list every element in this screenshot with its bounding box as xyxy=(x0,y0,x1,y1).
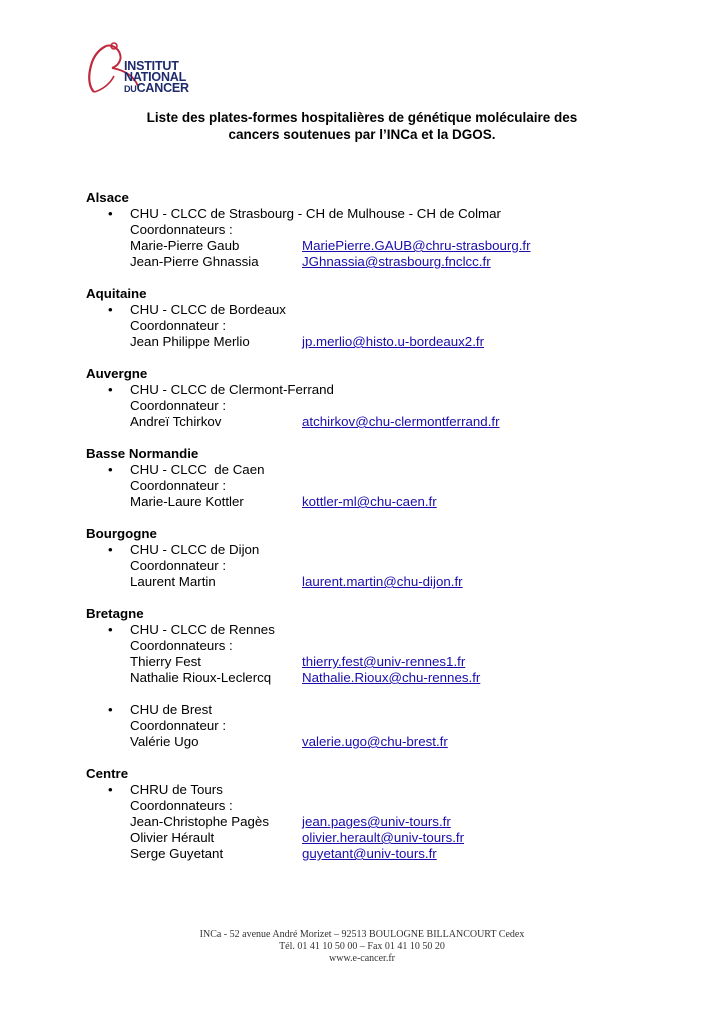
coordinator-label: Coordonnateur : xyxy=(130,398,227,413)
bullet-icon: • xyxy=(108,462,113,477)
region-heading: Alsace xyxy=(86,190,129,205)
logo-line-3: DUCANCER xyxy=(124,81,189,95)
coordinator-row xyxy=(86,414,646,430)
coordinator-row xyxy=(86,334,646,350)
coordinator-name: Marie-Laure Kottler xyxy=(130,494,244,509)
list-item: • CHU - CLCC de Clermont-Ferrand xyxy=(108,382,334,397)
title-line-2: cancers soutenues par l’INCa et la DGOS. xyxy=(228,127,496,142)
region-heading: Bourgogne xyxy=(86,526,157,541)
coordinator-label: Coordonnateurs : xyxy=(130,798,233,813)
email-link[interactable]: olivier.herault@univ-tours.fr xyxy=(302,830,465,845)
page-title xyxy=(90,109,634,143)
region-heading: Auvergne xyxy=(86,366,148,381)
coordinator-name: Jean Philippe Merlio xyxy=(130,334,250,349)
coordinator-row xyxy=(86,254,646,270)
email-link[interactable]: Nathalie.Rioux@chu-rennes.fr xyxy=(302,670,481,685)
list-item: • CHU - CLCC de Bordeaux xyxy=(108,302,286,317)
coordinator-label: Coordonnateurs : xyxy=(130,638,233,653)
list-item: • CHU de Brest xyxy=(108,702,213,717)
bullet-icon: • xyxy=(108,382,113,397)
logo-line-2: NATIONAL xyxy=(124,70,187,84)
title-line-1: Liste des plates-formes hospitalières de génétique moléculaire des xyxy=(146,110,578,125)
region-heading: Bretagne xyxy=(86,606,144,621)
email-link[interactable]: JGhnassia@strasbourg.fnclcc.fr xyxy=(302,254,491,269)
platform-list xyxy=(86,190,646,862)
bullet-icon: • xyxy=(108,622,113,637)
footer-phone: Tél. 01 41 10 50 00 – Fax 01 41 10 50 20 xyxy=(279,941,445,952)
email-link[interactable]: valerie.ugo@chu-brest.fr xyxy=(302,734,448,749)
list-item: • CHU - CLCC de Strasbourg - CH de Mulhouse - CH de Colmar xyxy=(108,206,501,221)
bullet-icon: • xyxy=(108,206,113,221)
email-link[interactable]: guyetant@univ-tours.fr xyxy=(302,846,437,861)
coordinator-row xyxy=(86,238,646,254)
page-footer xyxy=(0,929,724,965)
coordinator-row xyxy=(86,846,646,862)
coordinator-row xyxy=(86,814,646,830)
coordinator-row xyxy=(86,734,646,750)
coordinator-name: Laurent Martin xyxy=(130,574,216,589)
coordinator-label: Coordonnateur : xyxy=(130,718,227,733)
inca-logo xyxy=(84,40,204,102)
coordinator-row xyxy=(86,654,646,670)
email-link[interactable]: jp.merlio@histo.u-bordeaux2.fr xyxy=(302,334,485,349)
bullet-icon: • xyxy=(108,702,113,717)
coordinator-row xyxy=(86,830,646,846)
coordinator-label: Coordonnateurs : xyxy=(130,222,233,237)
coordinator-row xyxy=(86,494,646,510)
coordinator-name: Jean-Christophe Pagès xyxy=(130,814,269,829)
footer-website-link[interactable]: www.e-cancer.fr xyxy=(329,953,395,964)
coordinator-name: Nathalie Rioux-Leclercq xyxy=(130,670,272,685)
email-link[interactable]: atchirkov@chu-clermontferrand.fr xyxy=(302,414,500,429)
coordinator-name: Andreï Tchirkov xyxy=(130,414,222,429)
region-heading: Centre xyxy=(86,766,129,781)
coordinator-label: Coordonnateur : xyxy=(130,318,227,333)
coordinator-name: Jean-Pierre Ghnassia xyxy=(130,254,259,269)
coordinator-name: Marie-Pierre Gaub xyxy=(130,238,240,253)
footer-address: INCa - 52 avenue André Morizet – 92513 BOULOGNE BILLANCOURT Cedex xyxy=(199,929,525,940)
email-link[interactable]: jean.pages@univ-tours.fr xyxy=(302,814,451,829)
email-link[interactable]: MariePierre.GAUB@chru-strasbourg.fr xyxy=(302,238,531,253)
coordinator-label: Coordonnateur : xyxy=(130,558,227,573)
logo-line-1: INSTITUT xyxy=(124,59,179,73)
coordinator-name: Thierry Fest xyxy=(130,654,201,669)
coordinator-row xyxy=(86,670,646,686)
bullet-icon: • xyxy=(108,542,113,557)
region-heading: Aquitaine xyxy=(86,286,147,301)
region-heading: Basse Normandie xyxy=(86,446,199,461)
list-item: • CHU - CLCC de Dijon xyxy=(108,542,260,557)
coordinator-name: Olivier Hérault xyxy=(130,830,215,845)
coordinator-row xyxy=(86,574,646,590)
coordinator-name: Valérie Ugo xyxy=(130,734,199,749)
bullet-icon: • xyxy=(108,782,113,797)
list-item: • CHU - CLCC de Rennes xyxy=(108,622,275,637)
list-item: • CHU - CLCC de Caen xyxy=(108,462,265,477)
email-link[interactable]: kottler-ml@chu-caen.fr xyxy=(302,494,437,509)
coordinator-name: Serge Guyetant xyxy=(130,846,224,861)
coordinator-label: Coordonnateur : xyxy=(130,478,227,493)
bullet-icon: • xyxy=(108,302,113,317)
list-item: • CHRU de Tours xyxy=(108,782,223,797)
email-link[interactable]: thierry.fest@univ-rennes1.fr xyxy=(302,654,466,669)
email-link[interactable]: laurent.martin@chu-dijon.fr xyxy=(302,574,463,589)
